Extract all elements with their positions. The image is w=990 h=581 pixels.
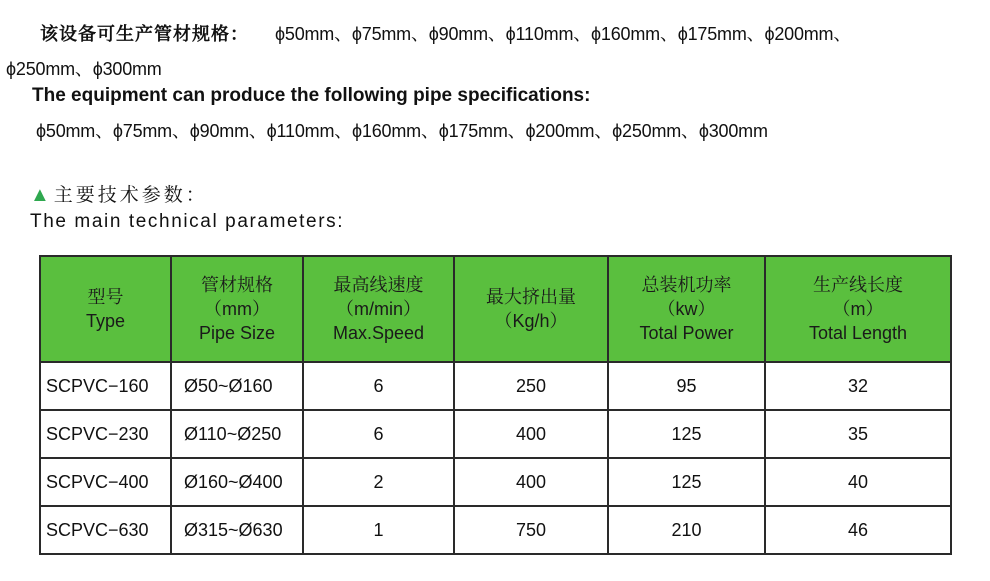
cell-max-speed: 6 bbox=[303, 362, 454, 410]
cell-max-output: 750 bbox=[454, 506, 608, 554]
triangle-icon: ▲ bbox=[30, 184, 50, 206]
spec-zh-label: 该设备可生产管材规格： bbox=[40, 24, 249, 44]
cell-model: SCPVC−400 bbox=[40, 458, 171, 506]
spec-zh-line bbox=[40, 20, 851, 46]
header-total-length: 生产线长度 （m） Total Length bbox=[765, 256, 951, 362]
params-table bbox=[39, 255, 952, 555]
spec-zh-values: ϕ50mm、ϕ75mm、ϕ90mm、ϕ110mm、ϕ160mm、ϕ175mm、ϕ200mm、 bbox=[275, 24, 852, 44]
cell-total-length: 40 bbox=[765, 458, 951, 506]
header-max-output: 最大挤出量 （Kg/h） bbox=[454, 256, 608, 362]
table-row bbox=[40, 458, 951, 506]
cell-total-length: 32 bbox=[765, 362, 951, 410]
header-total-power: 总装机功率 （kw） Total Power bbox=[608, 256, 765, 362]
cell-max-output: 400 bbox=[454, 458, 608, 506]
cell-total-length: 35 bbox=[765, 410, 951, 458]
spec-en-title: The equipment can produce the following pipe specifications: bbox=[32, 85, 591, 106]
cell-pipe-size: Ø160~Ø400 bbox=[171, 458, 303, 506]
table-row bbox=[40, 506, 951, 554]
cell-model: SCPVC−160 bbox=[40, 362, 171, 410]
cell-pipe-size: Ø50~Ø160 bbox=[171, 362, 303, 410]
spec-en-values: ϕ50mm、ϕ75mm、ϕ90mm、ϕ110mm、ϕ160mm、ϕ175mm、ϕ200mm、ϕ250mm、ϕ300mm bbox=[36, 121, 768, 141]
table-header-row bbox=[40, 256, 951, 362]
cell-max-output: 400 bbox=[454, 410, 608, 458]
cell-total-power: 95 bbox=[608, 362, 765, 410]
cell-total-length: 46 bbox=[765, 506, 951, 554]
cell-model: SCPVC−230 bbox=[40, 410, 171, 458]
table-row bbox=[40, 362, 951, 410]
params-zh-heading bbox=[30, 180, 208, 207]
header-pipe-size: 管材规格 （mm） Pipe Size bbox=[171, 256, 303, 362]
cell-pipe-size: Ø315~Ø630 bbox=[171, 506, 303, 554]
cell-max-speed: 2 bbox=[303, 458, 454, 506]
cell-model: SCPVC−630 bbox=[40, 506, 171, 554]
header-type: 型号 Type bbox=[40, 256, 171, 362]
spec-zh-values-cont: ϕ250mm、ϕ300mm bbox=[6, 59, 162, 79]
cell-pipe-size: Ø110~Ø250 bbox=[171, 410, 303, 458]
cell-total-power: 125 bbox=[608, 410, 765, 458]
cell-total-power: 210 bbox=[608, 506, 765, 554]
cell-max-speed: 6 bbox=[303, 410, 454, 458]
params-zh-label: 主要技术参数： bbox=[53, 185, 208, 206]
cell-max-speed: 1 bbox=[303, 506, 454, 554]
cell-max-output: 250 bbox=[454, 362, 608, 410]
cell-total-power: 125 bbox=[608, 458, 765, 506]
header-max-speed: 最高线速度 （m/min） Max.Speed bbox=[303, 256, 454, 362]
params-en-heading: The main technical parameters: bbox=[30, 211, 345, 232]
table-row bbox=[40, 410, 951, 458]
